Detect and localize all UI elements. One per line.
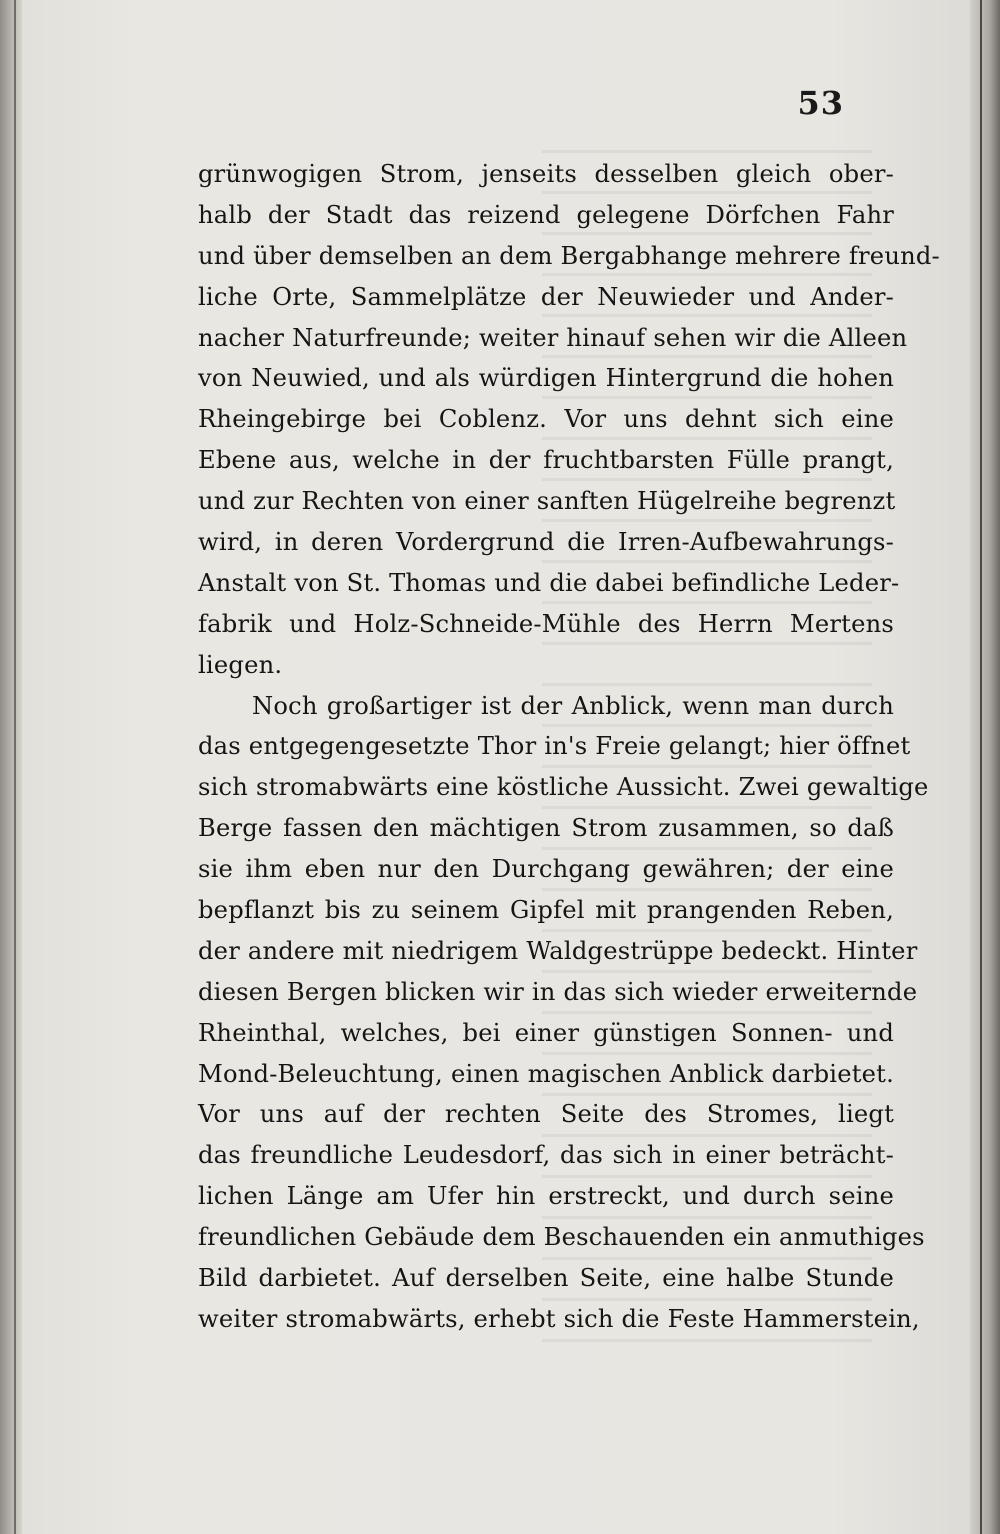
text-line: lichen Länge am Ufer hin erstreckt, und durch seine [198, 1182, 894, 1211]
text-line: liche Orte, Sammelplätze der Neuwieder und Ander- [198, 282, 894, 311]
page-sheet [22, 0, 970, 1534]
text-line: sich stromabwärts eine köstliche Aussicht. Zwei gewaltige [198, 773, 929, 802]
text-line: das entgegengesetzte Thor in's Freie gelangt; hier öffnet [198, 732, 911, 761]
left-page-edge [14, 0, 16, 1534]
right-page-edge [980, 0, 982, 1534]
text-line: Noch großartiger ist der Anblick, wenn man durch [252, 691, 894, 720]
text-line: nacher Naturfreunde; weiter hinauf sehen wir die Alleen [198, 323, 908, 352]
text-line: liegen. [198, 650, 283, 679]
right-page-shadow [970, 0, 1000, 1534]
text-line: weiter stromabwärts, erhebt sich die Feste Hammerstein, [198, 1304, 920, 1333]
text-line: sie ihm eben nur den Durchgang gewähren; der eine [198, 855, 894, 884]
text-line: freundlichen Gebäude dem Beschauenden ein anmuthiges [198, 1223, 925, 1252]
text-line: wird, in deren Vordergrund die Irren-Aufbewahrungs- [198, 528, 894, 557]
text-line: halb der Stadt das reizend gelegene Dörfchen Fahr [198, 200, 894, 229]
text-line: Rheinthal, welches, bei einer günstigen Sonnen- und [198, 1018, 894, 1047]
text-line: Mond-Beleuchtung, einen magischen Anblick darbietet. [198, 1059, 894, 1088]
page-number: 53 [797, 84, 844, 122]
text-line: diesen Bergen blicken wir in das sich wieder erweiternde [198, 977, 918, 1006]
text-line: grünwogigen Strom, jenseits desselben gleich ober- [198, 160, 894, 188]
text-line: von Neuwied, und als würdigen Hintergrund die hohen [198, 364, 894, 393]
text-line: Vor uns auf der rechten Seite des Stromes, liegt [198, 1100, 894, 1129]
text-line: bepflanzt bis zu seinem Gipfel mit prangenden Reben, [198, 896, 894, 925]
text-line: das freundliche Leudesdorf, das sich in einer beträcht- [198, 1141, 894, 1170]
page-body-text [198, 154, 940, 1340]
text-line: Ebene aus, welche in der fruchtbarsten Fülle prangt, [198, 446, 894, 475]
text-line: Anstalt von St. Thomas und die dabei befindliche Leder- [198, 568, 900, 597]
text-line: der andere mit niedrigem Waldgestrüppe bedeckt. Hinter [198, 936, 918, 965]
text-line: fabrik und Holz-Schneide-Mühle des Herrn Mertens [198, 609, 894, 638]
text-line: Bild darbietet. Auf derselben Seite, eine halbe Stunde [198, 1264, 894, 1293]
paragraph-1 [198, 154, 940, 686]
text-line: Rheingebirge bei Coblenz. Vor uns dehnt sich eine [198, 405, 894, 434]
text-line: und über demselben an dem Bergabhange mehrere freund- [198, 241, 940, 270]
book-gutter-shadow [0, 0, 22, 1534]
text-line: Berge fassen den mächtigen Strom zusammen, so daß [198, 814, 894, 843]
paragraph-2 [198, 686, 929, 1340]
text-line: und zur Rechten von einer sanften Hügelreihe begrenzt [198, 487, 896, 516]
